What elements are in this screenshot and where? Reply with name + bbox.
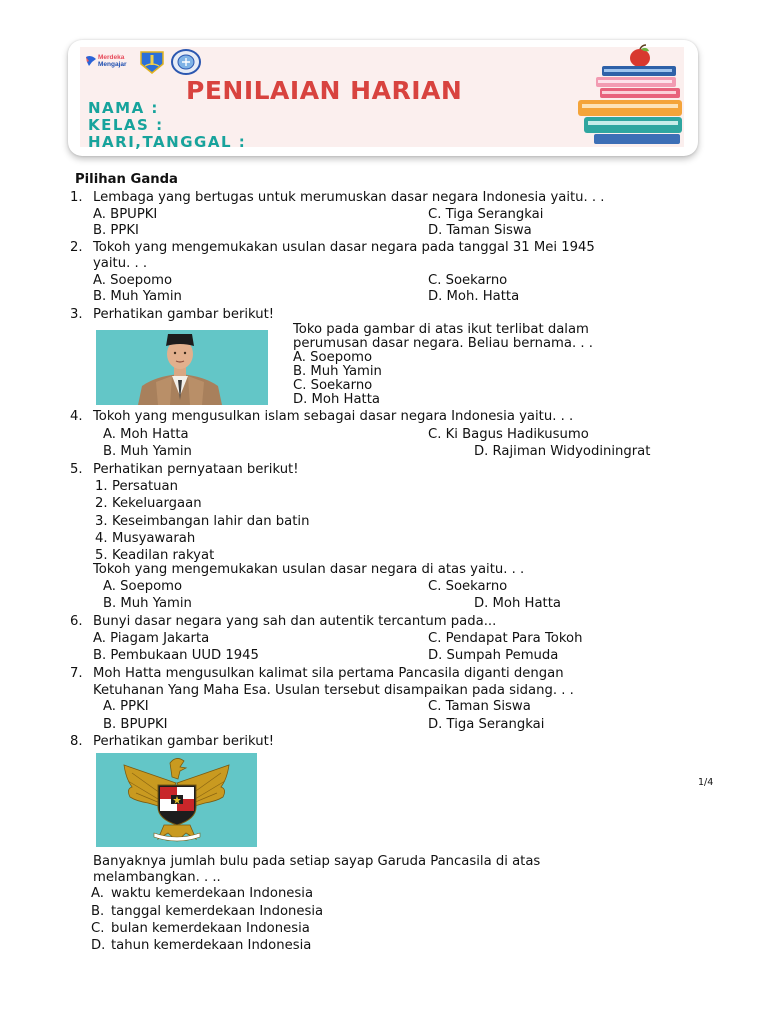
option-b: B. Muh Yamin xyxy=(293,364,382,379)
logo-text-mengajar: Mengajar xyxy=(98,61,127,68)
school-emblem-icon xyxy=(170,49,202,75)
question-number: 3. xyxy=(70,307,83,322)
list-number: 2. xyxy=(95,496,108,511)
option-d: D. Sumpah Pemuda xyxy=(428,648,559,663)
hari-tanggal-label: HARI,TANGGAL : xyxy=(88,133,247,151)
list-item: Musyawarah xyxy=(112,531,196,546)
option-a: A. Soepomo xyxy=(293,350,373,365)
option-b: B. Muh Yamin xyxy=(93,289,182,304)
option-d-letter: D. xyxy=(91,938,106,953)
question-number: 8. xyxy=(70,734,83,749)
question-number: 1. xyxy=(70,190,83,205)
question-number: 6. xyxy=(70,614,83,629)
option-d: D. Moh Hatta xyxy=(474,596,561,611)
page-number: 1/4 xyxy=(698,777,714,788)
option-a: A. BPUPKI xyxy=(93,207,158,222)
question-follow-line1: Banyaknya jumlah bulu pada setiap sayap Garuda Pancasila di atas xyxy=(93,854,541,869)
option-a-letter: A. xyxy=(91,886,104,901)
option-c: C. Soekarno xyxy=(428,579,508,594)
question-text: Tokoh yang mengusulkan islam sebagai dasar negara Indonesia yaitu. . . xyxy=(93,409,574,424)
question-number: 4. xyxy=(70,409,83,424)
option-a: waktu kemerdekaan Indonesia xyxy=(111,886,314,901)
option-d: D. Rajiman Widyodiningrat xyxy=(474,444,651,459)
portrait-figure-icon xyxy=(96,330,268,405)
option-a: A. Moh Hatta xyxy=(103,427,189,442)
question-text-line1: Tokoh yang mengemukakan usulan dasar negara pada tanggal 31 Mei 1945 xyxy=(93,240,595,255)
question-number: 7. xyxy=(70,666,83,681)
option-b: B. PPKI xyxy=(93,223,139,238)
list-number: 1. xyxy=(95,479,108,494)
question-number: 2. xyxy=(70,240,83,255)
merdeka-logo-icon xyxy=(84,54,98,68)
question-side-line1: Toko pada gambar di atas ikut terlibat dalam xyxy=(293,322,589,337)
option-a: A. PPKI xyxy=(103,699,149,714)
book-stack-icon xyxy=(574,44,686,148)
option-c: C. Soekarno xyxy=(428,273,508,288)
logo-text-merdeka: Merdeka xyxy=(98,54,125,61)
list-item: Keadilan rakyat xyxy=(112,548,215,563)
list-item: Keseimbangan lahir dan batin xyxy=(112,514,310,529)
question-text-line2: yaitu. . . xyxy=(93,256,148,271)
option-d: D. Moh Hatta xyxy=(293,392,380,407)
question-text: Perhatikan gambar berikut! xyxy=(93,734,275,749)
question-text: Lembaga yang bertugas untuk merumuskan dasar negara Indonesia yaitu. . . xyxy=(93,190,605,205)
garuda-pancasila-image xyxy=(96,753,257,847)
list-number: 4. xyxy=(95,531,108,546)
question-follow-line2: melambangkan. . .. xyxy=(93,870,221,885)
option-b: B. BPUPKI xyxy=(103,717,168,732)
kelas-label: KELAS : xyxy=(88,116,164,134)
option-c: C. Tiga Serangkai xyxy=(428,207,544,222)
question-follow: Tokoh yang mengemukakan usulan dasar negara di atas yaitu. . . xyxy=(93,562,525,577)
option-c: bulan kemerdekaan Indonesia xyxy=(111,921,310,936)
option-b: B. Muh Yamin xyxy=(103,596,192,611)
option-c-letter: C. xyxy=(91,921,105,936)
option-b: tanggal kemerdekaan Indonesia xyxy=(111,904,324,919)
question-text: Perhatikan pernyataan berikut! xyxy=(93,462,299,477)
option-b-letter: B. xyxy=(91,904,105,919)
nama-label: NAMA : xyxy=(88,99,159,117)
question-text: Perhatikan gambar berikut! xyxy=(93,307,275,322)
soekarno-portrait-image xyxy=(96,330,268,405)
page-title: PENILAIAN HARIAN xyxy=(186,76,463,105)
option-b: B. Muh Yamin xyxy=(103,444,192,459)
question-text-line1: Moh Hatta mengusulkan kalimat sila pertama Pancasila diganti dengan xyxy=(93,666,564,681)
option-a: A. Soepomo xyxy=(93,273,173,288)
option-d: D. Taman Siswa xyxy=(428,223,532,238)
question-text-line2: Ketuhanan Yang Maha Esa. Usulan tersebut disampaikan pada sidang. . . xyxy=(93,683,574,698)
option-d: D. Tiga Serangkai xyxy=(428,717,545,732)
option-a: A. Piagam Jakarta xyxy=(93,631,210,646)
garuda-emblem-icon xyxy=(96,753,257,847)
list-item: Persatuan xyxy=(112,479,178,494)
question-number: 5. xyxy=(70,462,83,477)
option-c: C. Pendapat Para Tokoh xyxy=(428,631,583,646)
option-c: C. Ki Bagus Hadikusumo xyxy=(428,427,589,442)
jakarta-emblem-icon xyxy=(138,50,166,74)
option-c: C. Soekarno xyxy=(293,378,373,393)
option-b: B. Pembukaan UUD 1945 xyxy=(93,648,259,663)
merdeka-mengajar-logo xyxy=(84,52,136,70)
list-number: 5. xyxy=(95,548,108,563)
option-d: tahun kemerdekaan Indonesia xyxy=(111,938,312,953)
question-side-line2: perumusan dasar negara. Beliau bernama. . . xyxy=(293,336,593,351)
option-d: D. Moh. Hatta xyxy=(428,289,520,304)
list-item: Kekeluargaan xyxy=(112,496,202,511)
question-text: Bunyi dasar negara yang sah dan autentik tercantum pada... xyxy=(93,614,497,629)
section-title: Pilihan Ganda xyxy=(75,172,178,187)
list-number: 3. xyxy=(95,514,108,529)
option-c: C. Taman Siswa xyxy=(428,699,531,714)
option-a: A. Soepomo xyxy=(103,579,183,594)
